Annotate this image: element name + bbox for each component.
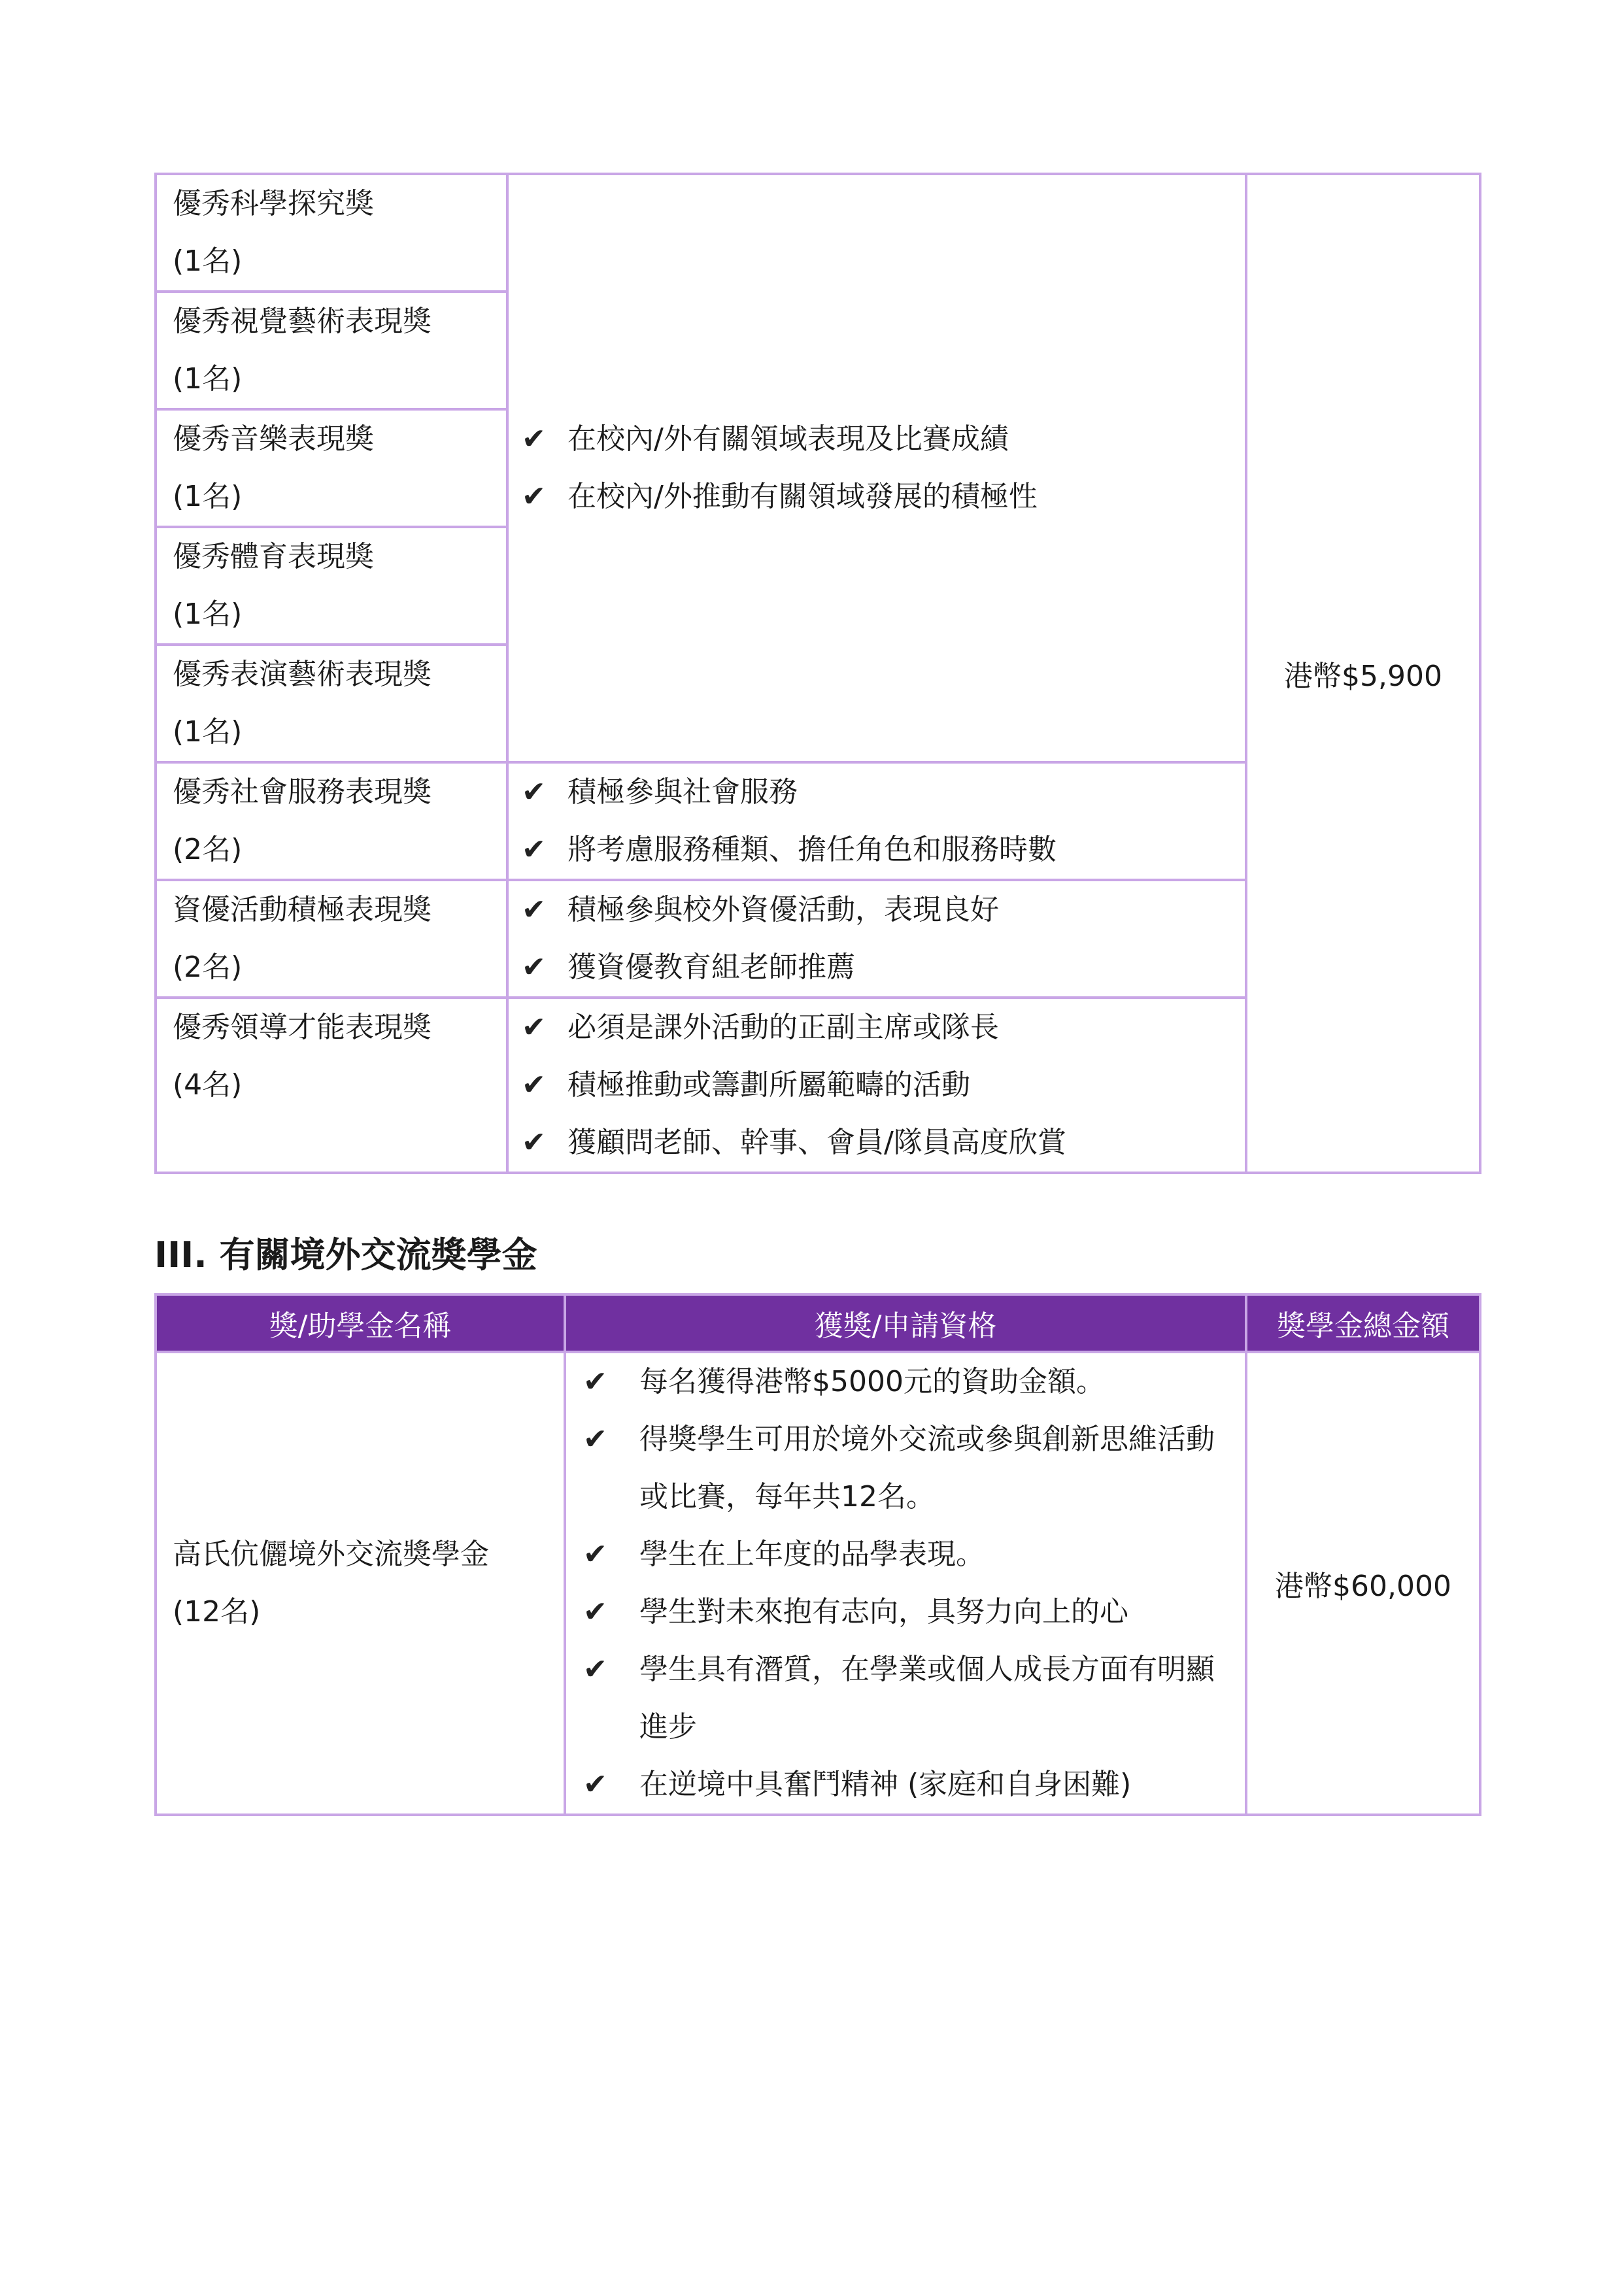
award-count: (1名)	[173, 480, 243, 513]
check-icon: ✔	[583, 1538, 607, 1571]
check-icon: ✔	[583, 1595, 607, 1628]
criteria-list	[566, 1353, 1245, 1813]
list-item	[509, 821, 1245, 879]
section-title: III. 有關境外交流獎學金	[154, 1234, 537, 1275]
check-icon: ✔	[522, 775, 546, 809]
awards-table	[154, 173, 1481, 1174]
criteria-cell	[507, 174, 1246, 762]
list-item	[509, 468, 1245, 526]
amount-cell	[1246, 1352, 1480, 1815]
criterion-text: 每名獲得港幣$5000元的資助金額。	[639, 1365, 1105, 1398]
list-item	[509, 881, 1245, 939]
criterion-text: 積極參與社會服務	[567, 775, 798, 809]
check-icon: ✔	[522, 833, 546, 866]
check-icon: ✔	[522, 893, 546, 926]
criteria-list	[509, 999, 1245, 1172]
criterion-text: 獲顧問老師、幹事、會員/隊員高度欣賞	[567, 1126, 1066, 1159]
award-name-cell	[156, 527, 507, 645]
award-count: (2名)	[173, 951, 243, 984]
check-icon: ✔	[522, 1126, 546, 1159]
criterion-text: 積極推動或籌劃所屬範疇的活動	[567, 1068, 970, 1102]
check-icon: ✔	[583, 1423, 607, 1456]
criteria-cell	[507, 880, 1246, 998]
criteria-list	[509, 764, 1245, 879]
list-item	[509, 411, 1245, 468]
criteria-list	[509, 881, 1245, 996]
award-name-cell	[156, 762, 507, 880]
award-count: (1名)	[173, 715, 243, 749]
award-count: (1名)	[173, 598, 243, 631]
list-item	[509, 1114, 1245, 1172]
award-name: 優秀表演藝術表現獎	[173, 658, 431, 691]
award-count: (1名)	[173, 245, 243, 278]
criterion-text: 在校內/外推動有關領域發展的積極性	[567, 480, 1038, 513]
list-item	[509, 939, 1245, 996]
list-item	[509, 999, 1245, 1056]
check-icon: ✔	[583, 1365, 607, 1398]
check-icon: ✔	[522, 1068, 546, 1102]
criterion-text: 積極參與校外資優活動，表現良好	[567, 893, 999, 926]
award-name: 優秀音樂表現獎	[173, 422, 374, 456]
award-name-cell	[156, 1352, 565, 1815]
list-item	[566, 1756, 1245, 1813]
exchange-scholarship-table	[154, 1293, 1481, 1816]
list-item	[509, 1056, 1245, 1114]
criterion-text: 學生對未來抱有志向，具努力向上的心	[639, 1595, 1128, 1628]
award-count: (12名)	[173, 1595, 261, 1628]
criterion-text: 將考慮服務種類、擔任角色和服務時數	[567, 833, 1057, 866]
check-icon: ✔	[522, 422, 546, 456]
award-name-cell	[156, 174, 507, 292]
award-name-cell	[156, 292, 507, 409]
criteria-cell	[565, 1352, 1246, 1815]
list-item	[566, 1583, 1245, 1641]
criterion-text: 學生具有潛質，在學業或個人成長方面有明顯進步	[639, 1653, 1215, 1744]
award-name: 優秀社會服務表現獎	[173, 775, 431, 809]
table-header-row	[156, 1294, 1480, 1352]
award-name: 優秀體育表現獎	[173, 540, 374, 573]
award-name: 優秀領導才能表現獎	[173, 1011, 431, 1044]
list-item	[566, 1526, 1245, 1583]
award-count: (2名)	[173, 833, 243, 866]
criterion-text: 必須是課外活動的正副主席或隊長	[567, 1011, 999, 1044]
column-header-amount: 獎學金總金額	[1246, 1294, 1480, 1352]
check-icon: ✔	[583, 1653, 607, 1686]
list-item	[509, 764, 1245, 821]
award-name: 高氏伉儷境外交流獎學金	[173, 1538, 489, 1571]
table-row	[156, 174, 1480, 292]
list-item	[566, 1411, 1245, 1526]
criterion-text: 在逆境中具奮鬥精神 (家庭和自身困難)	[639, 1768, 1132, 1801]
award-name-cell	[156, 645, 507, 762]
amount-value: 港幣$60,000	[1275, 1570, 1451, 1603]
award-name-cell	[156, 998, 507, 1173]
award-count: (1名)	[173, 362, 243, 396]
check-icon: ✔	[522, 951, 546, 984]
award-count: (4名)	[173, 1068, 243, 1102]
amount-value: 港幣$5,900	[1284, 660, 1442, 693]
check-icon: ✔	[583, 1768, 607, 1801]
amount-cell	[1246, 174, 1480, 1173]
column-header-name: 獎/助學金名稱	[156, 1294, 565, 1352]
award-name: 優秀科學探究獎	[173, 187, 374, 220]
check-icon: ✔	[522, 480, 546, 513]
criterion-text: 得獎學生可用於境外交流或參與創新思維活動或比賽，每年共12名。	[639, 1423, 1215, 1513]
column-header-criteria: 獲獎/申請資格	[565, 1294, 1246, 1352]
table-row	[156, 1352, 1480, 1815]
criterion-text: 學生在上年度的品學表現。	[639, 1538, 985, 1571]
award-name-cell	[156, 880, 507, 998]
list-item	[566, 1353, 1245, 1411]
criterion-text: 獲資優教育組老師推薦	[567, 951, 855, 984]
check-icon: ✔	[522, 1011, 546, 1044]
criteria-list	[509, 411, 1245, 526]
award-name-cell	[156, 409, 507, 527]
criteria-cell	[507, 998, 1246, 1173]
award-name: 資優活動積極表現獎	[173, 893, 431, 926]
list-item	[566, 1641, 1245, 1756]
award-name: 優秀視覺藝術表現獎	[173, 305, 431, 338]
criterion-text: 在校內/外有關領域表現及比賽成績	[567, 422, 1009, 456]
criteria-cell	[507, 762, 1246, 880]
